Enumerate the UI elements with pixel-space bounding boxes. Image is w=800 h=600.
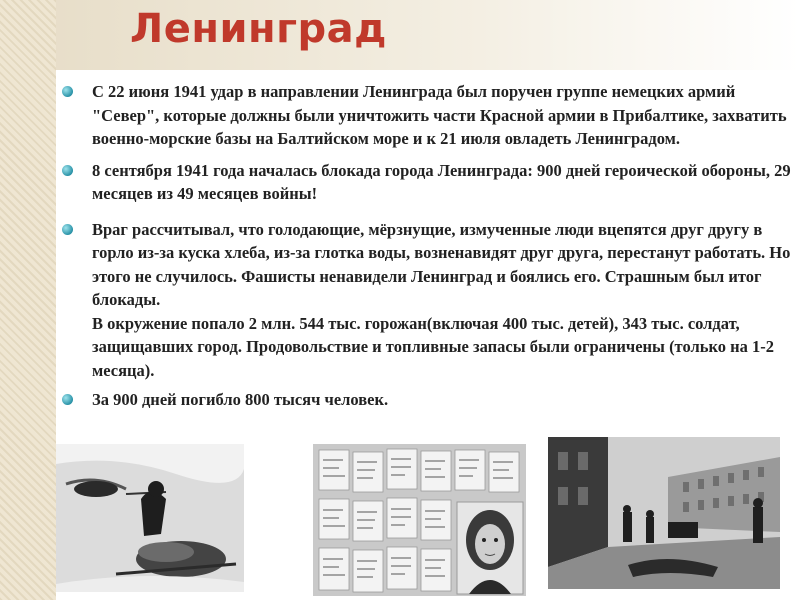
bullet-text: 8 сентября 1941 года началась блокада города Ленинграда: 900 дней героической обороны, 29 месяцев из 49 месяцев войны! bbox=[92, 160, 791, 203]
bullet-icon bbox=[62, 165, 73, 176]
bullet-item bbox=[62, 159, 797, 206]
bullet-item bbox=[62, 80, 797, 151]
bullet-list bbox=[62, 80, 797, 412]
bullet-text: За 900 дней погибло 800 тысяч человек. bbox=[92, 390, 389, 409]
bullet-icon bbox=[62, 224, 73, 235]
top-decoration bbox=[0, 0, 800, 70]
bullet-text: Враг рассчитывал, что голодающие, мёрзнущие, измученные люди вцепятся друг другу в горло из-за куска хлеба, из-за глотка воды, возненавидят друг друга, перестанут работать. Но этого не случилось. Фашисты ненавидели Ленинград и боялись его. Страшным был итог блокады. bbox=[92, 219, 791, 309]
bullet-icon bbox=[62, 86, 73, 97]
bullet-icon bbox=[62, 394, 73, 405]
diary-photo bbox=[313, 444, 526, 596]
bullet-item bbox=[62, 218, 797, 383]
sledge-photo bbox=[56, 444, 244, 592]
bullet-text: С 22 июня 1941 удар в направлении Ленинграда был поручен группе немецких армий "Север", которые должны были уничтожить части Красной армии в Прибалтике, захватить военно-морские базы на Балтийском море и к 21 июля овладеть Ленинградом. bbox=[92, 82, 787, 148]
bullet-item bbox=[62, 388, 797, 412]
slide-title: Ленинград bbox=[130, 6, 387, 52]
street-photo bbox=[548, 437, 780, 589]
bullet-text-continuation: В окружение попало 2 млн. 544 тыс. горожан(включая 400 тыс. детей), 343 тыс. солдат, защищавших город. Продовольствие и топливные запасы были ограничены (только на 1-2 месяца). bbox=[92, 313, 775, 380]
side-decoration bbox=[0, 0, 56, 600]
